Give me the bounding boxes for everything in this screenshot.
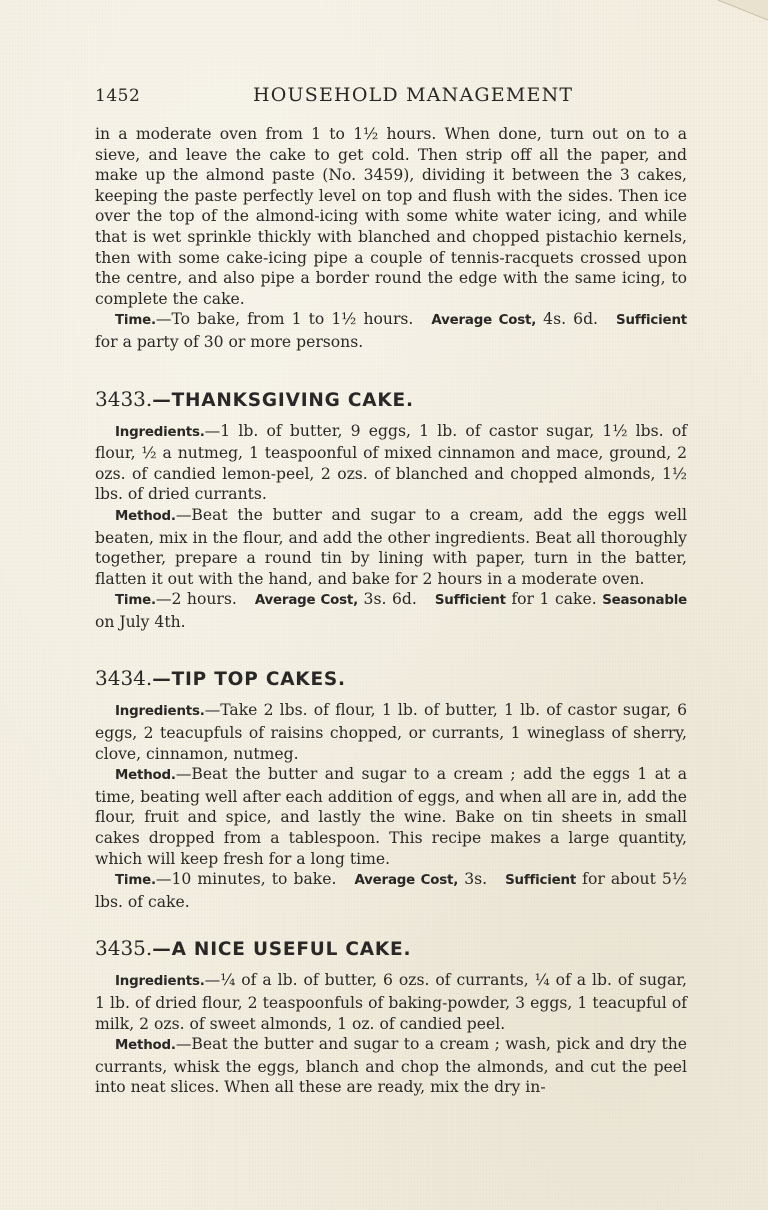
cost-label: Average Cost, xyxy=(354,873,459,889)
ingredients-paragraph xyxy=(95,700,687,764)
recipe-number: 3434. xyxy=(95,666,153,691)
cost-text: 4s. 6d. xyxy=(543,310,599,329)
ingredients-paragraph xyxy=(95,421,687,505)
ingredients-text: —1 lb. of butter, 9 eggs, 1 lb. of castor sugar, 1½ lbs. of flour, ½ a nutmeg, 1 teaspoonful of mixed cinnamon and mace, ground, 2 ozs. of candied lemon-peel, 2 ozs. of blanched and chopped almonds, 1½ lbs. of dried currants. xyxy=(95,421,687,504)
time-label: Time. xyxy=(115,873,156,889)
method-paragraph xyxy=(95,505,687,589)
page-number: 1452 xyxy=(95,86,141,106)
seasonable-label: Seasonable xyxy=(602,593,687,609)
recipe-3435 xyxy=(95,936,687,1098)
time-text: —To bake, from 1 to 1½ hours. xyxy=(155,310,414,329)
running-title: HOUSEHOLD MANAGEMENT xyxy=(253,84,574,106)
method-paragraph xyxy=(95,1034,687,1098)
method-label: Method. xyxy=(115,768,176,784)
recipe-heading xyxy=(95,666,687,690)
recipe-title: —TIP TOP CAKES. xyxy=(152,669,346,691)
ingredients-label: Ingredients. xyxy=(115,424,205,440)
recipe-number: 3435. xyxy=(95,936,153,961)
sufficient-text: for a party of 30 or more persons. xyxy=(95,332,364,351)
book-page xyxy=(95,84,687,1098)
method-label: Method. xyxy=(115,508,176,524)
sufficient-label: Sufficient xyxy=(505,873,577,889)
recipe-title: —THANKSGIVING CAKE. xyxy=(152,389,414,411)
recipe-heading xyxy=(95,387,687,411)
continuation-notes xyxy=(95,309,687,352)
sufficient-label: Sufficient xyxy=(434,593,506,609)
time-label: Time. xyxy=(115,593,156,609)
sufficient-label: Sufficient xyxy=(616,313,687,329)
ingredients-paragraph xyxy=(95,970,687,1034)
method-text: —Beat the butter and sugar to a cream ; wash, pick and dry the currants, whisk the eggs, blanch and chop the almonds, and cut the peel into neat slices. When all these are ready, mix the dry in- xyxy=(95,1035,687,1097)
method-paragraph xyxy=(95,764,687,869)
method-text: —Beat the butter and sugar to a cream, add the eggs well beaten, mix in the flour, and add the other ingredients. Beat all thoroughly together, prepare a round tin by lining with paper, turn in the batter, flatten it out with the hand, and bake for 2 hours in a moderate oven. xyxy=(95,505,687,588)
time-text: —10 minutes, to bake. xyxy=(155,870,337,889)
method-label: Method. xyxy=(115,1038,176,1054)
recipe-heading xyxy=(95,936,687,960)
method-text: —Beat the butter and sugar to a cream ; add the eggs 1 at a time, beating well after each addition of eggs, and when all are in, add the flour, fruit and spice, and lastly the wine. Bake on tin sheets in small cakes dropped from a tablespoon. This recipe makes a large quantity, which will keep fresh for a long time. xyxy=(95,765,687,868)
time-text: —2 hours. xyxy=(155,590,237,609)
page-corner-fold xyxy=(678,0,768,60)
cost-text: 3s. xyxy=(464,870,488,889)
seasonable-text: on July 4th. xyxy=(95,612,186,631)
ingredients-label: Ingredients. xyxy=(115,974,205,990)
time-label: Time. xyxy=(115,313,156,329)
cost-label: Average Cost, xyxy=(431,313,537,329)
cost-text: 3s. 6d. xyxy=(363,590,417,609)
recipe-notes xyxy=(95,869,687,912)
continuation-text: in a moderate oven from 1 to 1½ hours. When done, turn out on to a sieve, and leave the cake to get cold. Then strip off all the paper, and make up the almond paste (No. 3459), dividing it between the 3 cakes, keeping the paste perfectly level on top and flush with the sides. Then ice over the top of the almond-icing with some white water icing, and while that is wet sprinkle thickly with blanched and chopped pistachio kernels, then with some cake-icing pipe a couple of tennis-racquets crossed upon the centre, and also pipe a border round the edge with the same icing, to complete the cake. xyxy=(95,125,687,308)
running-head xyxy=(95,84,687,110)
continued-recipe xyxy=(95,124,687,353)
sufficient-text: for about 5½ lbs. of cake. xyxy=(95,870,687,911)
ingredients-text: —Take 2 lbs. of flour, 1 lb. of butter, 1 lb. of castor sugar, 6 eggs, 2 teacupfuls of raisins chopped, or currants, 1 wineglass of sherry, clove, cinnamon, nutmeg. xyxy=(95,701,687,763)
recipe-notes xyxy=(95,589,687,632)
cost-label: Average Cost, xyxy=(254,593,358,609)
recipe-title: —A NICE USEFUL CAKE. xyxy=(152,939,412,961)
ingredients-label: Ingredients. xyxy=(115,704,205,720)
ingredients-text: —¼ of a lb. of butter, 6 ozs. of currants, ¼ of a lb. of sugar, 1 lb. of dried flour, 2 teaspoonfuls of baking-powder, 3 eggs, 1 teacupful of milk, 2 ozs. of sweet almonds, 1 oz. of candied peel. xyxy=(95,971,687,1033)
recipe-number: 3433. xyxy=(95,386,153,411)
recipe-3433 xyxy=(95,387,687,633)
sufficient-text: for 1 cake. xyxy=(511,590,597,609)
recipe-3434 xyxy=(95,666,687,912)
